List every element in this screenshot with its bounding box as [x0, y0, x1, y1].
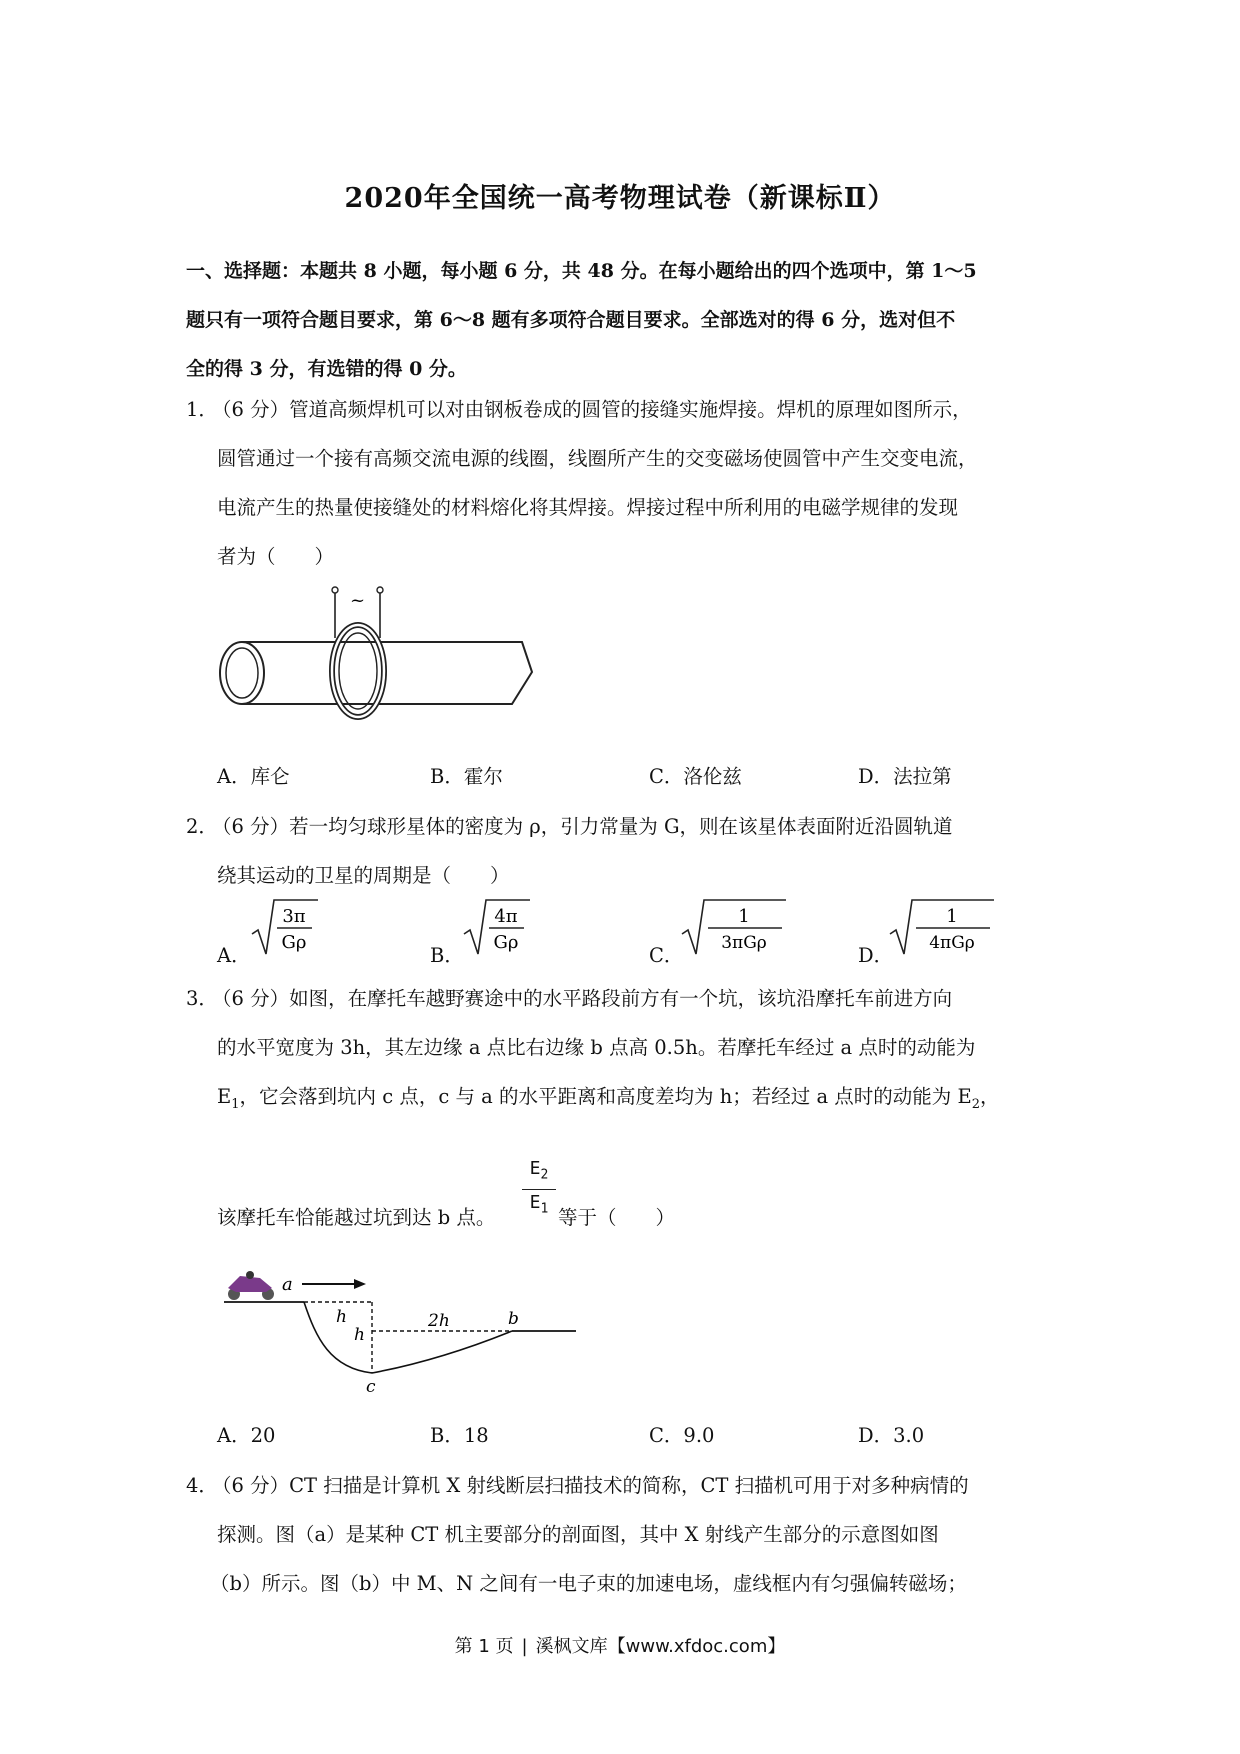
- label-h-vertical: h: [354, 1325, 365, 1345]
- question-number: 2．: [186, 815, 218, 838]
- option-d-letter: D．: [858, 944, 894, 967]
- question-text-line: 等于（ ）: [558, 1206, 676, 1229]
- point-b-label: b: [508, 1309, 519, 1329]
- option-c: C．9.0: [649, 1424, 715, 1447]
- footer-source: 溪枫文库【www.xfdoc.com】: [535, 1636, 786, 1657]
- question-text-line: 探测。图（a）是某种 CT 机主要部分的剖面图，其中 X 射线产生部分的示意图如图: [217, 1523, 939, 1546]
- question-text-line: $E_1$，它会落到坑内 c 点，c 与 a 的水平距离和高度差均为 h；若经过 a 点时的动能为 $E_2$，: [217, 1085, 1000, 1112]
- page-number: 第 1 页: [454, 1636, 514, 1657]
- formula-numerator: 3π: [282, 906, 306, 927]
- section-line: 全的得 3 分，有选错的得 0 分。: [186, 358, 467, 380]
- ac-source-label: ~: [350, 590, 366, 611]
- question-number: 4．: [186, 1474, 218, 1497]
- question-text-line: 者为（ ）: [217, 545, 335, 568]
- option-a: A．库仑: [217, 765, 290, 788]
- fraction-numerator: $E_2$: [529, 1158, 549, 1183]
- question-number: 3．: [186, 987, 218, 1010]
- question-text-line: （b）所示。图（b）中 M、N 之间有一电子束的加速电场，虚线框内有匀强偏转磁场；: [210, 1572, 967, 1595]
- section-line: 一、选择题：本题共 8 小题，每小题 6 分，共 48 分。在每小题给出的四个选项中，第 1～5: [186, 260, 977, 282]
- option-b-letter: B．: [430, 944, 464, 967]
- question-text-line: （6 分）如图，在摩托车越野赛途中的水平路段前方有一个坑，该坑沿摩托车前进方向: [212, 987, 953, 1010]
- page-title: 2020年全国统一高考物理试卷（新课标Ⅱ）: [344, 183, 896, 214]
- formula-numerator: 1: [946, 906, 958, 927]
- section-instructions: [186, 247, 1066, 394]
- energy-ratio-fraction: [522, 1158, 556, 1220]
- option-d: D．3.0: [858, 1424, 925, 1447]
- page-footer: [0, 1632, 1240, 1658]
- formula-numerator: 4π: [494, 906, 518, 927]
- option-c: C．洛伦兹: [649, 765, 742, 788]
- question-text-line: 圆管通过一个接有高频交流电源的线圈，线圈所产生的交变磁场使圆管中产生交变电流，: [217, 447, 978, 470]
- motorcycle-pit-figure: [220, 1268, 580, 1398]
- formula-denominator: 3πGρ: [721, 933, 767, 953]
- option-a: A．20: [217, 1424, 276, 1447]
- formula-denominator: Gρ: [281, 932, 307, 953]
- option-c-formula: [680, 896, 790, 958]
- question-text-line: 电流产生的热量使接缝处的材料熔化将其焊接。焊接过程中所利用的电磁学规律的发现: [217, 496, 959, 519]
- section-line: 题只有一项符合题目要求，第 6～8 题有多项符合题目要求。全部选对的得 6 分，选对但不: [186, 309, 956, 331]
- formula-numerator: 1: [738, 906, 750, 927]
- label-2h: 2h: [428, 1311, 450, 1331]
- question-text-line: （6 分）CT 扫描是计算机 X 射线断层扫描技术的简称，CT 扫描机可用于对多种病情的: [212, 1474, 969, 1497]
- option-a-formula: [250, 896, 320, 958]
- footer-separator: |: [521, 1636, 528, 1657]
- formula-denominator: 4πGρ: [929, 933, 975, 953]
- option-d: D．法拉第: [858, 765, 952, 788]
- option-a-letter: A．: [217, 944, 251, 967]
- fraction-denominator: $E_1$: [529, 1191, 549, 1217]
- option-b: B．霍尔: [430, 765, 503, 788]
- formula-denominator: Gρ: [493, 932, 519, 953]
- pipe-welding-figure: [212, 580, 542, 720]
- option-b-formula: [462, 896, 532, 958]
- question-text-line: （6 分）若一均匀球形星体的密度为 ρ，引力常量为 G，则在该星体表面附近沿圆轨道: [212, 815, 953, 838]
- motorcycle-icon: [228, 1271, 274, 1300]
- fraction-bar: [522, 1189, 556, 1190]
- label-h-horizontal: h: [336, 1307, 347, 1327]
- question-text-line: 该摩托车恰能越过坑到达 b 点。: [217, 1206, 496, 1229]
- question-text-line: 的水平宽度为 3h，其左边缘 a 点比右边缘 b 点高 0.5h。若摩托车经过 a 点时的动能为: [217, 1036, 976, 1059]
- point-a-label: a: [282, 1274, 293, 1295]
- question-text-line: （6 分）管道高频焊机可以对由钢板卷成的圆管的接缝实施焊接。焊机的原理如图所示，: [212, 398, 972, 421]
- option-b: B．18: [430, 1424, 489, 1447]
- option-c-letter: C．: [649, 944, 684, 967]
- question-text-line: 绕其运动的卫星的周期是（ ）: [217, 864, 510, 887]
- point-c-label: c: [366, 1377, 376, 1397]
- question-number: 1．: [186, 398, 218, 421]
- option-d-formula: [888, 896, 998, 958]
